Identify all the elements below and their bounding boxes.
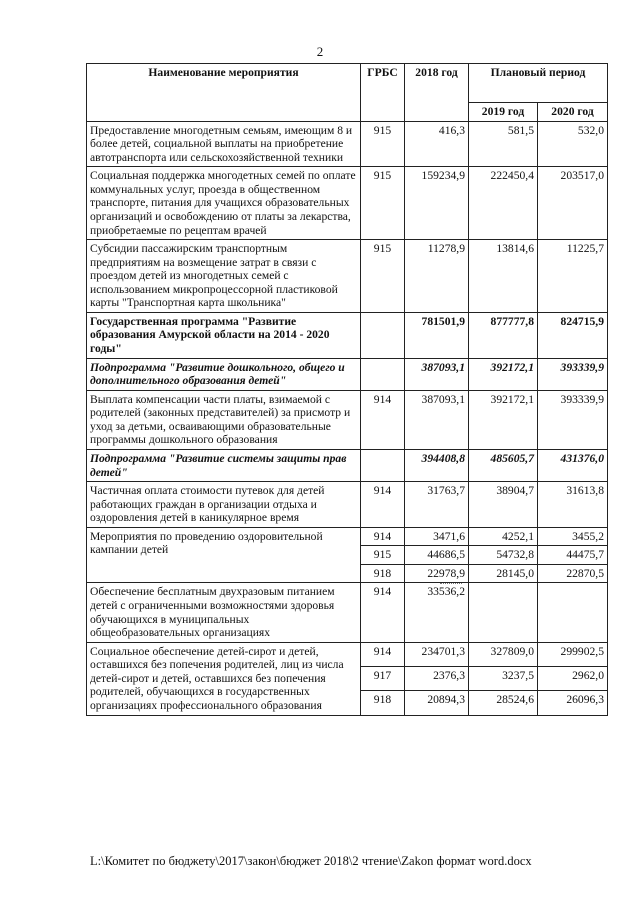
row-2018: 31763,7 <box>405 482 469 528</box>
row-2020: 26096,3 <box>538 691 608 715</box>
row-grbs: 914 <box>361 527 405 546</box>
subprogram-row <box>87 358 608 390</box>
row-2018: 387093,1 <box>405 390 469 449</box>
row-2018: 394408,8 <box>405 449 469 481</box>
header-grbs: ГРБС <box>361 64 405 122</box>
row-grbs: 915 <box>361 240 405 313</box>
row-name: Выплата компенсации части платы, взимаемой с родителей (законных представителей) за присмотр и уход за детьми, осваивающими образовательные программы дошкольного образования <box>87 390 361 449</box>
row-2018: 416,3 <box>405 121 469 167</box>
row-2020: 824715,9 <box>538 312 608 358</box>
row-2018: 11278,9 <box>405 240 469 313</box>
row-2020: 431376,0 <box>538 449 608 481</box>
row-2018: 159234,9 <box>405 167 469 240</box>
row-name: Частичная оплата стоимости путевок для детей работающих граждан в организации отдыха и оздоровления детей в каникулярное время <box>87 482 361 528</box>
row-2019: 877777,8 <box>469 312 538 358</box>
row-2018: 44686,5 <box>405 546 469 565</box>
row-grbs <box>361 312 405 358</box>
subprogram-row <box>87 449 608 481</box>
header-name: Наименование мероприятия <box>87 64 361 122</box>
row-grbs: 914 <box>361 390 405 449</box>
row-name: Подпрограмма "Развитие дошкольного, общего и дополнительного образования детей" <box>87 358 361 390</box>
table-row <box>87 527 608 546</box>
row-2018: 2376,3 <box>405 666 469 690</box>
table-row <box>87 167 608 240</box>
row-2018: 387093,1 <box>405 358 469 390</box>
program-row <box>87 312 608 358</box>
row-2019: 3237,5 <box>469 666 538 690</box>
row-grbs: 914 <box>361 482 405 528</box>
row-name: Подпрограмма "Развитие системы защиты прав детей" <box>87 449 361 481</box>
row-2020: 203517,0 <box>538 167 608 240</box>
row-name: Обеспечение бесплатным двухразовым питанием детей с ограниченными возможностями здоровья обучающихся в муниципальных общеобразовательных организациях <box>87 583 361 642</box>
table-row <box>87 642 608 666</box>
row-2020: 44475,7 <box>538 546 608 565</box>
page-number: 2 <box>316 44 324 59</box>
file-path-footer: L:\Комитет по бюджету\2017\закон\бюджет 2018\2 чтение\Zakon формат word.docx <box>90 854 532 868</box>
row-2020: 393339,9 <box>538 390 608 449</box>
row-2019: 485605,7 <box>469 449 538 481</box>
row-grbs: 914 <box>361 583 405 642</box>
row-2020: 299902,5 <box>538 642 608 666</box>
row-2018: 234701,3 <box>405 642 469 666</box>
scan-artifact <box>440 583 462 586</box>
row-grbs: 914 <box>361 642 405 666</box>
row-2018: 20894,3 <box>405 691 469 715</box>
row-2019: 28145,0 <box>469 564 538 583</box>
row-2019: 581,5 <box>469 121 538 167</box>
row-grbs: 918 <box>361 564 405 583</box>
row-name: Предоставление многодетным семьям, имеющим 8 и более детей, социальной выплаты на приобретение автотранспорта или сельскохозяйственной техники <box>87 121 361 167</box>
budget-table <box>86 63 608 716</box>
row-2019: 392172,1 <box>469 390 538 449</box>
row-name: Государственная программа "Развитие образования Амурской области на 2014 - 2020 годы" <box>87 312 361 358</box>
row-2019: 28524,6 <box>469 691 538 715</box>
row-2019: 13814,6 <box>469 240 538 313</box>
row-2019: 327809,0 <box>469 642 538 666</box>
row-2020: 22870,5 <box>538 564 608 583</box>
row-grbs: 915 <box>361 121 405 167</box>
row-2018: 33536,2 <box>405 583 469 642</box>
row-2020: 11225,7 <box>538 240 608 313</box>
row-2020: 2962,0 <box>538 666 608 690</box>
table-header-row <box>87 64 608 103</box>
row-2019: 4252,1 <box>469 527 538 546</box>
row-2019: 222450,4 <box>469 167 538 240</box>
row-grbs: 915 <box>361 167 405 240</box>
header-planned-period: Плановый период <box>469 64 608 103</box>
table-row <box>87 390 608 449</box>
row-2019: 38904,7 <box>469 482 538 528</box>
row-2020: 532,0 <box>538 121 608 167</box>
row-2018: 3471,6 <box>405 527 469 546</box>
row-name: Социальная поддержка многодетных семей по оплате коммунальных услуг, проезда в общественном транспорте, питания для учащихся образовательных организаций и освобождению от платы за лекарства, приобретаемые по рецептам врачей <box>87 167 361 240</box>
row-2019: 392172,1 <box>469 358 538 390</box>
table-row <box>87 240 608 313</box>
row-2020 <box>538 583 608 642</box>
row-name: Мероприятия по проведению оздоровительной кампании детей <box>87 527 361 583</box>
row-grbs: 918 <box>361 691 405 715</box>
header-2020: 2020 год <box>538 103 608 122</box>
row-grbs: 917 <box>361 666 405 690</box>
row-2020: 31613,8 <box>538 482 608 528</box>
row-2018: 22978,9 <box>405 564 469 583</box>
row-grbs: 915 <box>361 546 405 565</box>
row-name: Субсидии пассажирским транспортным предприятиям на возмещение затрат в связи с проездом детей из многодетных семей с использованием микропроцессорной пластиковой карты "Транспортная карта школьника" <box>87 240 361 313</box>
table-row <box>87 482 608 528</box>
header-2018: 2018 год <box>405 64 469 122</box>
row-2020: 393339,9 <box>538 358 608 390</box>
row-2020: 3455,2 <box>538 527 608 546</box>
row-2018: 781501,9 <box>405 312 469 358</box>
table-row <box>87 121 608 167</box>
row-grbs <box>361 449 405 481</box>
row-name: Социальное обеспечение детей-сирот и детей, оставшихся без попечения родителей, лиц из числа детей-сирот и детей, оставшихся без попечения родителей, обучающихся в государственных организациях профессионального образования <box>87 642 361 715</box>
row-grbs <box>361 358 405 390</box>
header-2019: 2019 год <box>469 103 538 122</box>
table-row <box>87 583 608 642</box>
row-2019 <box>469 583 538 642</box>
row-2019: 54732,8 <box>469 546 538 565</box>
